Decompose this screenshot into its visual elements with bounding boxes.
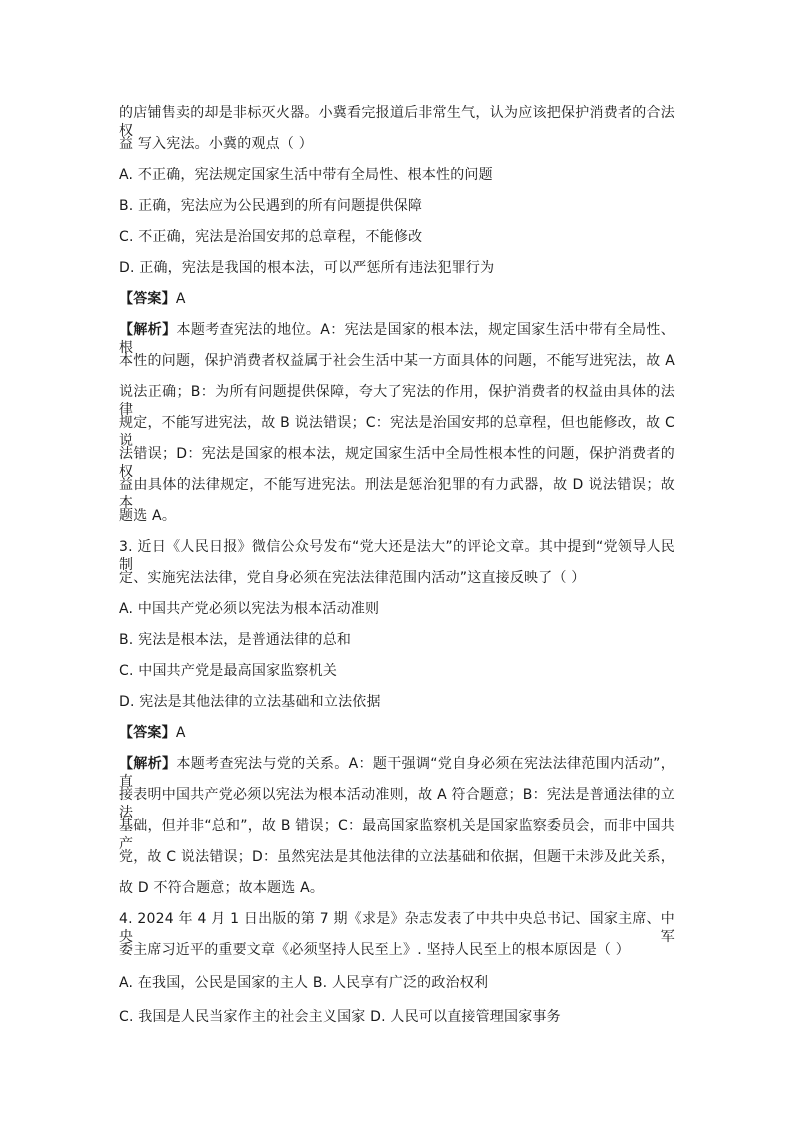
q4-options-line-1: A. 在我国，公民是国家的主人 B. 人民享有广泛的政治权利 (119, 975, 489, 991)
q4-options-line-2: C. 我国是人民当家作主的社会主义国家 D. 人民可以直接管理国家事务 (119, 1009, 561, 1025)
q3-analysis-line-5: 故 D 不符合题意；故本题选 A。 (119, 880, 325, 896)
q4-stem-line-1: 4. 2024 年 4 月 1 日出版的第 7 期《求是》杂志发表了中共中央总书记、国家主席、中央军 (119, 911, 675, 945)
q3-analysis-line-4: 党，故 C 说法错误；D：虽然宪法是其他法律的立法基础和依据，但题干未涉及此关系， (119, 849, 675, 865)
q3-option-c: C. 中国共产党是最高国家监察机关 (119, 663, 338, 679)
answer-value: A (175, 725, 186, 741)
q3-analysis-line-2: 接表明中国共产党必须以宪法为根本活动准则，故 A 符合题意；B：宪法是普通法律的立法 (119, 787, 675, 821)
q3-stem-line-2: 定、实施宪法法律，党自身必须在宪法法律范围内活动”这直接反映了（ ） (119, 570, 586, 586)
answer-tag: 【答案】 (119, 725, 176, 741)
answer-value: A (175, 291, 186, 307)
q2-stem-line-2: 益 写入宪法。小冀的观点（ ） (119, 136, 313, 152)
q3-stem-line-1: 3. 近日《人民日报》微信公众号发布“党大还是法大”的评论文章。其中提到“党领导人民制 (119, 539, 675, 573)
q2-answer (119, 290, 186, 308)
q3-option-a: A. 中国共产党必须以宪法为根本活动准则 (119, 601, 380, 617)
q2-analysis-line-5: 法错误；D：宪法是国家的根本法，规定国家生活中全局性根本性的问题，保护消费者的权 (119, 446, 675, 480)
analysis-tag: 【解析】 (119, 322, 177, 338)
q2-analysis-line-4: 规定，不能写进宪法，故 B 说法错误；C：宪法是治国安邦的总章程，但也能修改，故 C 说 (119, 415, 675, 449)
q2-option-b: B. 正确，宪法应为公民遇到的所有问题提供保障 (119, 198, 423, 214)
analysis-tag: 【解析】 (119, 756, 177, 772)
q3-option-b: B. 宪法是根本法，是普通法律的总和 (119, 632, 352, 648)
q2-option-d: D. 正确，宪法是我国的根本法，可以严惩所有违法犯罪行为 (119, 260, 495, 276)
q3-answer (119, 724, 186, 742)
q2-stem-line-1: 的店铺售卖的却是非标灭火器。小冀看完报道后非常生气，认为应该把保护消费者的合法权 (119, 105, 675, 139)
q3-option-d: D. 宪法是其他法律的立法基础和立法依据 (119, 694, 381, 710)
analysis-text: 本题考查宪法的地位。A：宪法是国家的根本法，规定国家生活中带有全局性、根 (119, 322, 675, 356)
answer-tag: 【答案】 (119, 291, 176, 307)
q2-analysis-line-3: 说法正确；B：为所有问题提供保障，夸大了宪法的作用，保护消费者的权益由具体的法律 (119, 384, 675, 418)
q2-analysis-line-2: 本性的问题，保护消费者权益属于社会生活中某一方面具体的问题，不能写进宪法，故 A (119, 353, 675, 369)
q2-analysis-line-7: 题选 A。 (119, 508, 177, 524)
q2-option-a: A. 不正确，宪法规定国家生活中带有全局性、根本性的问题 (119, 167, 493, 183)
analysis-text: 本题考查宪法与党的关系。A：题干强调“党自身必须在宪法法律范围内活动”，直 (119, 756, 675, 790)
q2-analysis-line-6: 益由具体的法律规定，不能写进宪法。刑法是惩治犯罪的有力武器，故 D 说法错误；故本 (119, 477, 675, 511)
q3-analysis-line-3: 基础，但并非“总和”，故 B 错误；C：最高国家监察机关是国家监察委员会，而非中国共产 (119, 818, 675, 852)
q2-option-c: C. 不正确，宪法是治国安邦的总章程，不能修改 (119, 229, 423, 245)
q4-stem-line-2: 委主席习近平的重要文章《必须坚持人民至上》. 坚持人民至上的根本原因是（ ） (119, 942, 630, 958)
